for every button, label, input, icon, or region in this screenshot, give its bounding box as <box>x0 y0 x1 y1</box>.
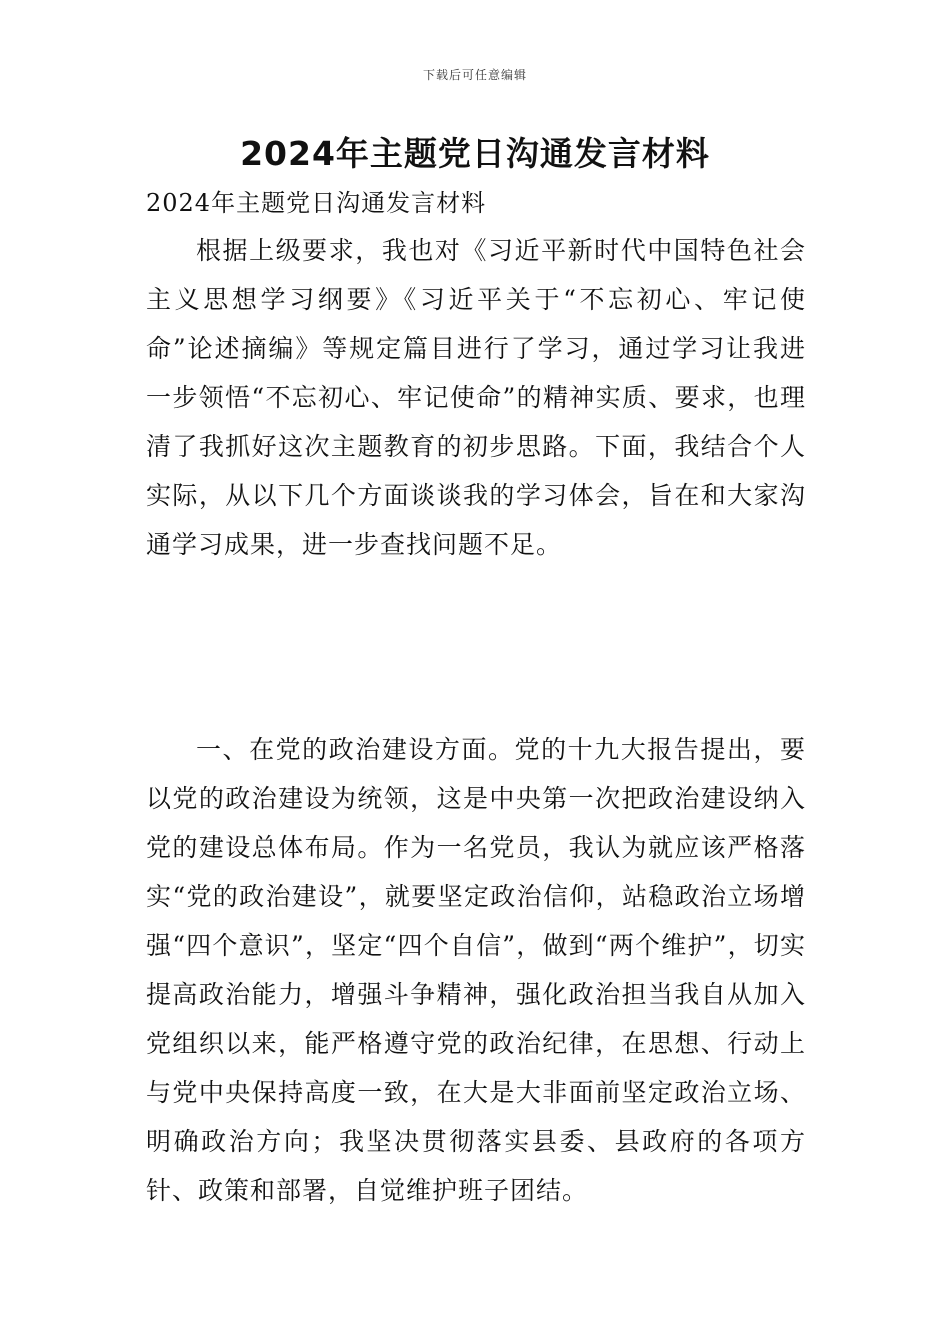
header-note: 下载后可任意编辑 <box>422 68 527 82</box>
document-title: 2024年主题党日沟通发言材料 <box>240 134 710 173</box>
document-subtitle: 2024年主题党日沟通发言材料 <box>146 189 487 217</box>
paragraph-intro: 根据上级要求，我也对《习近平新时代中国特色社会主义思想学习纲要》《习近平关于“不忘初心、牢记使命”论述摘编》等规定篇目进行了学习，通过学习让我进一步领悟“不忘初心、牢记使命”的精神实质、要求，也理清了我抓好这次主题教育的初步思路。下面，我结合个人实际，从以下几个方面谈谈我的学习体会，旨在和大家沟通学习成果，进一步查找问题不足。 <box>146 236 806 559</box>
paragraph-political-construction: 一、在党的政治建设方面。党的十九大报告提出，要以党的政治建设为统领，这是中央第一次把政治建设纳入党的建设总体布局。作为一名党员，我认为就应该严格落实“党的政治建设”，就要坚定政治信仰，站稳政治立场增强“四个意识”，坚定“四个自信”，做到“两个维护”，切实提高政治能力，增强斗争精神，强化政治担当我自从加入党组织以来，能严格遵守党的政治纪律，在思想、行动上与党中央保持高度一致，在大是大非面前坚定政治立场、明确政治方向；我坚决贯彻落实县委、县政府的各项方针、政策和部署，自觉维护班子团结。 <box>146 735 806 1205</box>
